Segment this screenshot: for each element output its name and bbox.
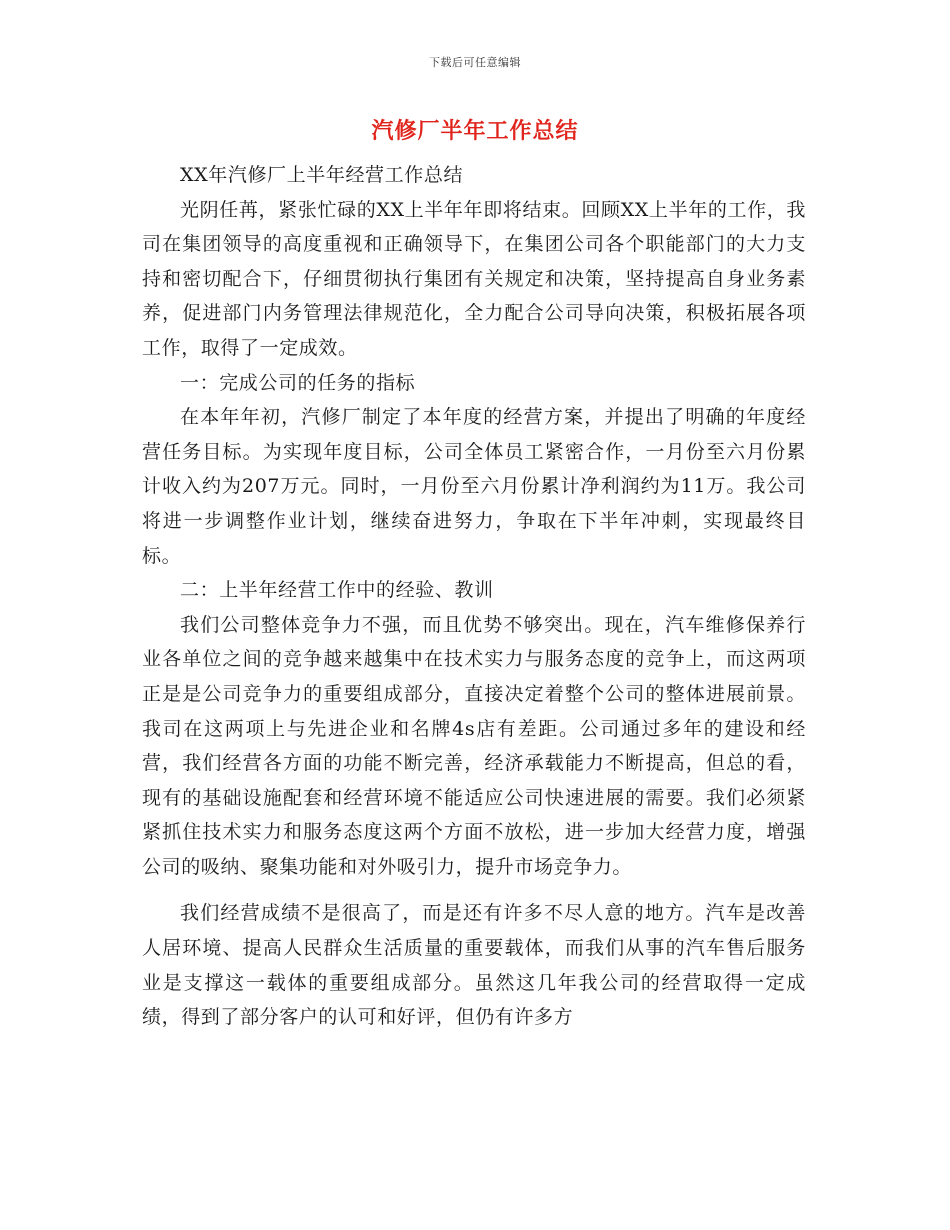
section-paragraph-3: 我们经营成绩不是很高了，而是还有许多不尽人意的地方。汽车是改善人居环境、提高人民群众生活质量的重要载体，而我们从事的汽车售后服务业是支撑这一载体的重要组成部分。虽然这几年我公司的经营取得一定成绩，得到了部分客户的认可和好评，但仍有许多方 [142, 902, 806, 1029]
header-note: 下载后可任意编辑 [429, 56, 521, 69]
document-title: 汽修厂半年工作总结 [371, 118, 579, 144]
section-paragraph-1: 在本年年初，汽修厂制定了本年度的经营方案，并提出了明确的年度经营任务目标。为实现年度目标，公司全体员工紧密合作，一月份至六月份累计收入约为207万元。同时，一月份至六月份累计净利润约为11万。我公司将进一步调整作业计划，继续奋进努力，争取在下半年冲刺，实现最终目标。 [142, 406, 806, 567]
section-heading-1: 一：完成公司的任务的指标 [180, 371, 416, 394]
section-paragraph-2: 我们公司整体竞争力不强，而且优势不够突出。现在，汽车维修保养行业各单位之间的竞争越来越集中在技术实力与服务态度的竞争上，而这两项正是是公司竞争力的重要组成部分，直接决定着整个公司的整体进展前景。我司在这两项上与先进企业和名牌4s店有差距。公司通过多年的建设和经营，我们经营各方面的功能不断完善，经济承载能力不断提高，但总的看，现有的基础设施配套和经营环境不能适应公司快速进展的需要。我们必须紧紧抓住技术实力和服务态度这两个方面不放松，进一步加大经营力度，增强公司的吸纳、聚集功能和对外吸引力，提升市场竞争力。 [142, 613, 806, 878]
section-heading-2: 二：上半年经营工作中的经验、教训 [180, 579, 494, 602]
subtitle-paragraph: XX年汽修厂上半年经营工作总结 [180, 164, 464, 186]
intro-paragraph: 光阴任苒，紧张忙碌的XX上半年年即将结束。回顾XX上半年的工作，我司在集团领导的高度重视和正确领导下，在集团公司各个职能部门的大力支持和密切配合下，仔细贯彻执行集团有关规定和决策，坚持提高自身业务素养，促进部门内务管理法律规范化，全力配合公司导向决策，积极拓展各项工作，取得了一定成效。 [142, 198, 806, 359]
document-body [142, 158, 806, 1035]
